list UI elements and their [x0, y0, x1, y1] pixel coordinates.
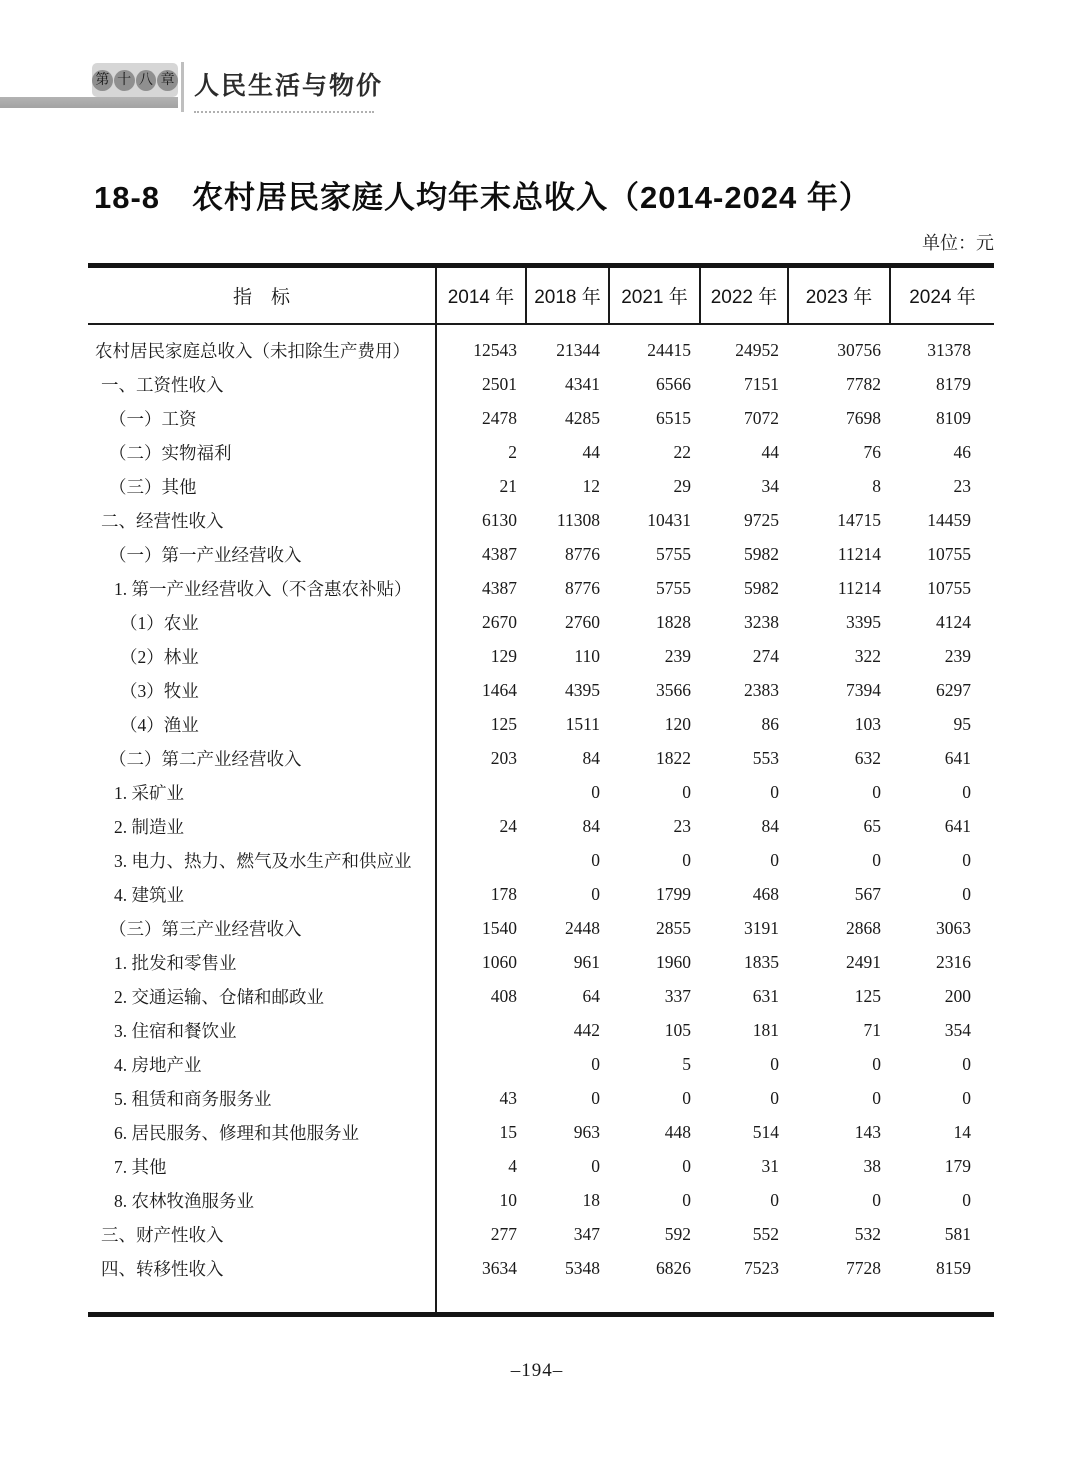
row-value: 30756 — [837, 339, 881, 360]
badge-char: 章 — [157, 70, 178, 91]
row-value: 0 — [770, 781, 779, 802]
row-label: 3. 住宿和餐饮业 — [88, 1013, 436, 1047]
row-value: 347 — [573, 1223, 600, 1244]
row-value: 5348 — [565, 1257, 600, 1278]
row-value: 5982 — [744, 543, 779, 564]
spacer-row — [88, 324, 994, 333]
spacer-cell — [88, 1285, 436, 1312]
row-value: 7151 — [744, 373, 779, 394]
row-value: 963 — [573, 1121, 600, 1142]
row-value: 0 — [872, 1087, 881, 1108]
table-row — [88, 571, 994, 605]
row-label: 5. 租赁和商务服务业 — [88, 1081, 436, 1115]
row-value: 181 — [752, 1019, 779, 1040]
row-value: 631 — [752, 985, 779, 1006]
row-value: 105 — [664, 1019, 691, 1040]
row-label: 7. 其他 — [88, 1149, 436, 1183]
table-row — [88, 673, 994, 707]
row-label: 2. 制造业 — [88, 809, 436, 843]
header-gray-bar — [0, 97, 178, 108]
row-value: 0 — [872, 1053, 881, 1074]
row-label: （3）牧业 — [88, 673, 436, 707]
row-value: 0 — [962, 1053, 971, 1074]
row-value: 468 — [752, 883, 779, 904]
year-column-header: 2021 年 — [609, 268, 700, 324]
row-value: 2316 — [936, 951, 971, 972]
row-value: 4387 — [482, 543, 517, 564]
row-value: 4285 — [565, 407, 600, 428]
table-row — [88, 1013, 994, 1047]
row-value: 129 — [490, 645, 517, 666]
row-value: 0 — [872, 781, 881, 802]
year-column-header: 2014 年 — [436, 268, 526, 324]
row-label: 农村居民家庭总收入（未扣除生产费用） — [88, 333, 436, 367]
row-value: 2383 — [744, 679, 779, 700]
table-row — [88, 1149, 994, 1183]
row-value: 239 — [944, 645, 971, 666]
table-row — [88, 843, 994, 877]
row-value: 322 — [854, 645, 881, 666]
row-label: （三）第三产业经营收入 — [88, 911, 436, 945]
spacer-cell — [88, 324, 436, 333]
chapter-badge — [92, 63, 178, 97]
row-value: 553 — [752, 747, 779, 768]
row-value: 1799 — [656, 883, 691, 904]
row-value: 125 — [854, 985, 881, 1006]
row-value: 552 — [752, 1223, 779, 1244]
row-value: 11214 — [837, 543, 881, 564]
row-value: 8 — [872, 475, 881, 496]
row-label: 1. 采矿业 — [88, 775, 436, 809]
row-value: 4124 — [936, 611, 971, 632]
year-column-header: 2022 年 — [700, 268, 788, 324]
row-value: 0 — [962, 1189, 971, 1210]
row-label: （三）其他 — [88, 469, 436, 503]
row-value: 31378 — [927, 339, 971, 360]
badge-char: 第 — [92, 70, 113, 91]
row-value: 2855 — [656, 917, 691, 938]
row-value: 103 — [854, 713, 881, 734]
row-value: 1835 — [744, 951, 779, 972]
row-value: 7523 — [744, 1257, 779, 1278]
chapter-title: 人民生活与物价 — [194, 66, 374, 113]
row-value: 448 — [664, 1121, 691, 1142]
row-value: 6515 — [656, 407, 691, 428]
year-column-header: 2023 年 — [788, 268, 890, 324]
table-row — [88, 945, 994, 979]
row-value — [436, 1013, 526, 1047]
header-divider — [181, 62, 184, 112]
row-value: 2 — [508, 441, 517, 462]
row-value: 18 — [582, 1189, 600, 1210]
row-value: 0 — [682, 1155, 691, 1176]
table-row — [88, 469, 994, 503]
row-value: 15 — [499, 1121, 517, 1142]
row-value: 0 — [591, 849, 600, 870]
row-value: 34 — [761, 475, 779, 496]
row-value: 961 — [573, 951, 600, 972]
page-number: –194– — [510, 1360, 564, 1381]
row-value: 8109 — [936, 407, 971, 428]
table-row — [88, 1047, 994, 1081]
row-value: 6826 — [656, 1257, 691, 1278]
row-value: 65 — [863, 815, 881, 836]
table-row — [88, 367, 994, 401]
row-value: 44 — [761, 441, 779, 462]
row-value: 22 — [673, 441, 691, 462]
row-value: 514 — [752, 1121, 779, 1142]
row-value: 1822 — [656, 747, 691, 768]
row-value: 110 — [574, 645, 600, 666]
row-value: 7728 — [846, 1257, 881, 1278]
income-table — [88, 263, 994, 1317]
row-value: 0 — [962, 781, 971, 802]
row-label: 6. 居民服务、修理和其他服务业 — [88, 1115, 436, 1149]
badge-char: 十 — [114, 70, 135, 91]
row-value: 0 — [682, 849, 691, 870]
row-value: 0 — [962, 883, 971, 904]
row-label: （一）第一产业经营收入 — [88, 537, 436, 571]
row-value: 3063 — [936, 917, 971, 938]
row-value: 641 — [944, 747, 971, 768]
row-value: 14715 — [837, 509, 881, 530]
row-value: 95 — [953, 713, 971, 734]
table-row — [88, 911, 994, 945]
row-value: 4341 — [565, 373, 600, 394]
table-row — [88, 809, 994, 843]
row-value: 10755 — [927, 577, 971, 598]
row-label: （2）林业 — [88, 639, 436, 673]
row-value: 21344 — [556, 339, 600, 360]
row-value: 532 — [854, 1223, 881, 1244]
row-value: 6297 — [936, 679, 971, 700]
row-value: 2670 — [482, 611, 517, 632]
table-row — [88, 877, 994, 911]
row-value: 24952 — [735, 339, 779, 360]
row-value: 239 — [664, 645, 691, 666]
row-label: 四、转移性收入 — [88, 1251, 436, 1285]
row-value: 6566 — [656, 373, 691, 394]
table-header-row — [88, 268, 994, 324]
row-value: 7394 — [846, 679, 881, 700]
spacer-cell — [436, 324, 994, 333]
row-value: 0 — [682, 781, 691, 802]
row-value: 354 — [944, 1019, 971, 1040]
row-label: （4）渔业 — [88, 707, 436, 741]
row-value: 0 — [770, 1189, 779, 1210]
row-value: 23 — [953, 475, 971, 496]
row-value: 8159 — [936, 1257, 971, 1278]
row-value: 1828 — [656, 611, 691, 632]
row-value: 29 — [673, 475, 691, 496]
table-row — [88, 401, 994, 435]
row-value: 0 — [682, 1189, 691, 1210]
row-value: 3191 — [744, 917, 779, 938]
row-value: 11308 — [556, 509, 600, 530]
table-title: 18-8 农村居民家庭人均年末总收入（2014-2024 年） — [94, 180, 871, 215]
row-value: 143 — [854, 1121, 881, 1142]
row-value: 10 — [499, 1189, 517, 1210]
row-value: 1060 — [482, 951, 517, 972]
row-value: 0 — [591, 1053, 600, 1074]
row-value: 23 — [673, 815, 691, 836]
table-row — [88, 1251, 994, 1285]
row-value: 0 — [591, 883, 600, 904]
unit-label: 单位：元 — [922, 233, 994, 253]
row-value: 5982 — [744, 577, 779, 598]
row-value: 0 — [872, 1189, 881, 1210]
table-row — [88, 979, 994, 1013]
row-value: 2868 — [846, 917, 881, 938]
row-value: 120 — [664, 713, 691, 734]
row-value: 8776 — [565, 543, 600, 564]
row-value: 0 — [770, 849, 779, 870]
row-value: 84 — [582, 747, 600, 768]
row-value: 125 — [490, 713, 517, 734]
row-value: 10431 — [647, 509, 691, 530]
row-value: 6130 — [482, 509, 517, 530]
row-value: 12 — [582, 475, 600, 496]
row-value: 8179 — [936, 373, 971, 394]
row-value: 2760 — [565, 611, 600, 632]
row-value: 44 — [582, 441, 600, 462]
table-row — [88, 435, 994, 469]
row-value: 274 — [752, 645, 779, 666]
row-value: 64 — [582, 985, 600, 1006]
row-value: 1540 — [482, 917, 517, 938]
row-value: 0 — [872, 849, 881, 870]
row-value: 21 — [499, 475, 517, 496]
row-value: 2448 — [565, 917, 600, 938]
row-value: 76 — [863, 441, 881, 462]
row-label: （二）第二产业经营收入 — [88, 741, 436, 775]
row-value: 3395 — [846, 611, 881, 632]
row-value: 84 — [761, 815, 779, 836]
row-value: 1511 — [565, 713, 600, 734]
table-row — [88, 1183, 994, 1217]
table-header — [88, 268, 994, 324]
table-row — [88, 741, 994, 775]
table-row — [88, 707, 994, 741]
table-row — [88, 775, 994, 809]
table-row — [88, 537, 994, 571]
row-value — [436, 843, 526, 877]
row-label: 1. 第一产业经营收入（不含惠农补贴） — [88, 571, 436, 605]
row-value: 11214 — [837, 577, 881, 598]
row-value — [436, 775, 526, 809]
row-value: 38 — [863, 1155, 881, 1176]
row-label: 2. 交通运输、仓储和邮政业 — [88, 979, 436, 1013]
table-row — [88, 1115, 994, 1149]
row-value: 0 — [591, 781, 600, 802]
row-value: 5 — [682, 1053, 691, 1074]
row-value: 2501 — [482, 373, 517, 394]
row-value: 408 — [490, 985, 517, 1006]
row-label: （二）实物福利 — [88, 435, 436, 469]
badge-char: 八 — [136, 70, 157, 91]
row-value: 0 — [591, 1087, 600, 1108]
table-row — [88, 333, 994, 367]
row-value: 12543 — [473, 339, 517, 360]
row-value: 179 — [944, 1155, 971, 1176]
table-row — [88, 639, 994, 673]
row-value: 9725 — [744, 509, 779, 530]
row-value: 203 — [490, 747, 517, 768]
row-label: （一）工资 — [88, 401, 436, 435]
row-label: （1）农业 — [88, 605, 436, 639]
row-value: 5755 — [656, 577, 691, 598]
row-label: 4. 房地产业 — [88, 1047, 436, 1081]
row-value: 5755 — [656, 543, 691, 564]
row-label: 8. 农林牧渔服务业 — [88, 1183, 436, 1217]
row-value: 277 — [490, 1223, 517, 1244]
row-value: 31 — [761, 1155, 779, 1176]
row-value: 581 — [944, 1223, 971, 1244]
row-value: 7698 — [846, 407, 881, 428]
row-value: 3566 — [656, 679, 691, 700]
row-value: 592 — [664, 1223, 691, 1244]
row-value: 0 — [591, 1155, 600, 1176]
row-value: 4 — [508, 1155, 517, 1176]
row-label: 二、经营性收入 — [88, 503, 436, 537]
row-value: 3634 — [482, 1257, 517, 1278]
row-value: 178 — [490, 883, 517, 904]
row-value: 0 — [770, 1087, 779, 1108]
row-value: 14459 — [927, 509, 971, 530]
row-value: 43 — [499, 1087, 517, 1108]
row-value: 4395 — [565, 679, 600, 700]
row-value: 632 — [854, 747, 881, 768]
row-label: 3. 电力、热力、燃气及水生产和供应业 — [88, 843, 436, 877]
spacer-cell — [436, 1285, 994, 1312]
row-value: 3238 — [744, 611, 779, 632]
table-body — [88, 324, 994, 1312]
row-value: 14 — [953, 1121, 971, 1142]
year-column-header: 2018 年 — [526, 268, 609, 324]
row-value: 337 — [664, 985, 691, 1006]
row-value: 2478 — [482, 407, 517, 428]
row-value: 24 — [499, 815, 517, 836]
row-value: 8776 — [565, 577, 600, 598]
year-column-header: 2024 年 — [890, 268, 994, 324]
indicator-column-header: 指 标 — [88, 268, 436, 324]
row-value: 0 — [962, 849, 971, 870]
row-value: 86 — [761, 713, 779, 734]
row-value: 442 — [573, 1019, 600, 1040]
row-value: 1464 — [482, 679, 517, 700]
row-value: 7782 — [846, 373, 881, 394]
row-value: 2491 — [846, 951, 881, 972]
row-value: 24415 — [647, 339, 691, 360]
row-value: 84 — [582, 815, 600, 836]
row-value: 71 — [863, 1019, 881, 1040]
row-value: 0 — [770, 1053, 779, 1074]
row-value: 46 — [953, 441, 971, 462]
row-value: 4387 — [482, 577, 517, 598]
table-row — [88, 605, 994, 639]
row-value: 567 — [854, 883, 881, 904]
row-value: 10755 — [927, 543, 971, 564]
row-value: 200 — [944, 985, 971, 1006]
table-row — [88, 1217, 994, 1251]
row-label: 三、财产性收入 — [88, 1217, 436, 1251]
row-label: 一、工资性收入 — [88, 367, 436, 401]
table-row — [88, 1081, 994, 1115]
row-value: 1960 — [656, 951, 691, 972]
spacer-row — [88, 1285, 994, 1312]
row-value: 641 — [944, 815, 971, 836]
row-value: 0 — [962, 1087, 971, 1108]
row-value: 7072 — [744, 407, 779, 428]
row-value — [436, 1047, 526, 1081]
row-label: 4. 建筑业 — [88, 877, 436, 911]
row-label: 1. 批发和零售业 — [88, 945, 436, 979]
row-value: 0 — [682, 1087, 691, 1108]
table-row — [88, 503, 994, 537]
income-table-grid — [88, 268, 994, 1312]
